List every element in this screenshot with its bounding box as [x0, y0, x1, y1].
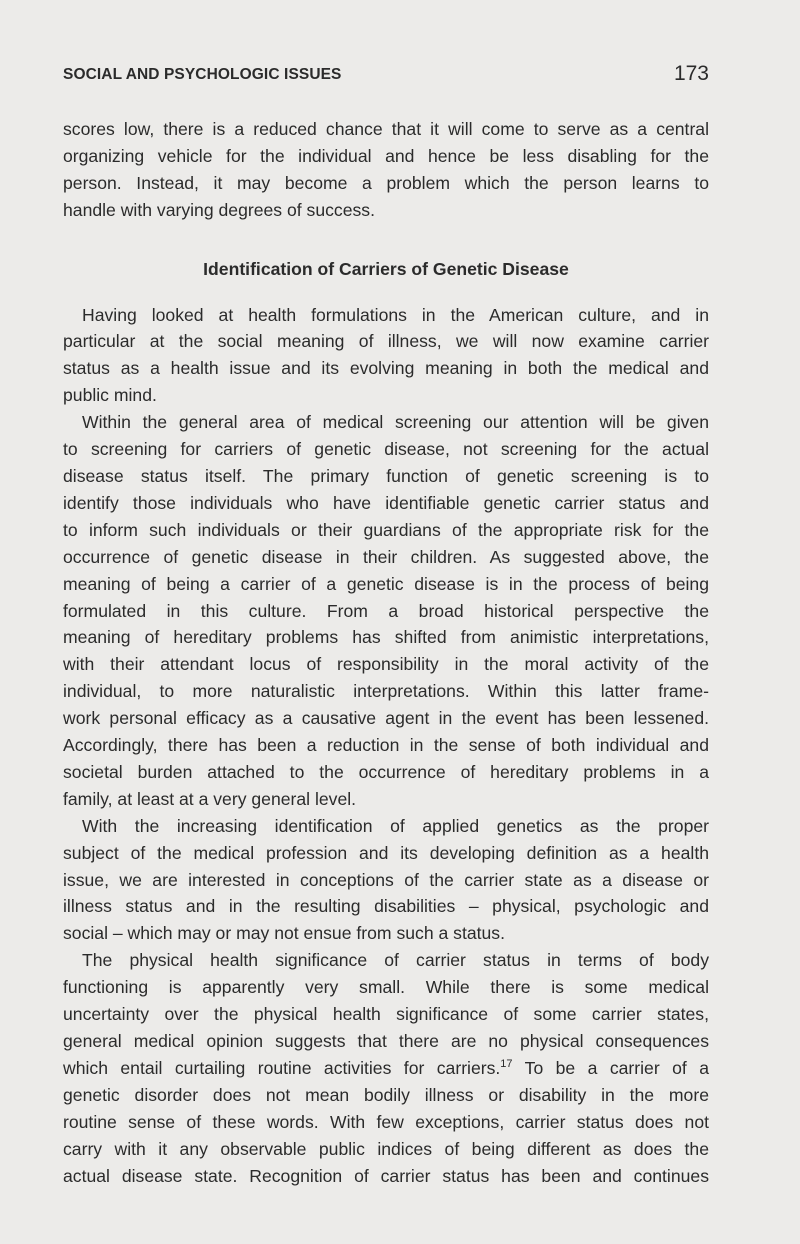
text-line: social – which may or may not ensue from such a status.	[63, 923, 505, 944]
text-line: actual disease state. Recognition of carrier status has been and continues	[63, 1165, 709, 1186]
text-line: illness status and in the resulting disabilities – physical, psychologic and	[63, 896, 709, 917]
paragraph	[63, 409, 709, 813]
paragraph	[63, 947, 709, 1189]
section-heading: Identification of Carriers of Genetic Disease	[203, 258, 569, 279]
running-head	[63, 62, 709, 96]
text-line: with their attendant locus of responsibility in the moral activity of the	[63, 654, 709, 675]
text-line: to screening for carriers of genetic disease, not screening for the actual	[63, 439, 709, 460]
running-head-title: SOCIAL AND PSYCHOLOGIC ISSUES	[63, 66, 342, 83]
text-fragment: To be a carrier of a	[512, 1057, 709, 1078]
text-line: family, at least at a very general level.	[63, 788, 357, 809]
text-line: identify those individuals who have identifiable genetic carrier status and	[63, 492, 709, 513]
text-line: subject of the medical profession and its developing definition as a health	[63, 842, 709, 863]
text-fragment: which entail curtailing routine activities for carriers.	[63, 1057, 501, 1078]
text-line: public mind.	[63, 385, 157, 406]
text-line: occurrence of genetic disease in their children. As suggested above, the	[63, 546, 709, 567]
paragraph	[63, 116, 709, 224]
text-line: meaning of being a carrier of a genetic disease is in the process of being	[63, 573, 709, 594]
text-line: issue, we are interested in conceptions of the carrier state as a disease or	[63, 869, 709, 890]
text-line: Having looked at health formulations in the American culture, and in	[82, 304, 709, 325]
text-line: general medical opinion suggests that there are no physical consequences	[63, 1031, 709, 1051]
text-line: With the increasing identification of applied genetics as the proper	[82, 815, 709, 836]
text-line-with-reference	[63, 1055, 709, 1082]
text-line: status as a health issue and its evolving meaning in both the medical and	[63, 358, 709, 379]
text-line: functioning is apparently very small. While there is some medical	[63, 977, 709, 998]
text-line: The physical health significance of carrier status in terms of body	[82, 950, 709, 971]
text-line: scores low, there is a reduced chance that it will come to serve as a central	[63, 119, 709, 139]
text-line: genetic disorder does not mean bodily illness or disability in the more	[63, 1084, 709, 1105]
text-line: handle with varying degrees of success.	[63, 199, 375, 220]
text-line: organizing vehicle for the individual and hence be less disabling for the	[63, 145, 709, 166]
text-line: routine sense of these words. With few exceptions, carrier status does not	[63, 1111, 709, 1132]
text-line: disease status itself. The primary function of genetic screening is to	[63, 465, 709, 486]
body-text	[63, 116, 709, 1189]
text-line: individual, to more naturalistic interpretations. Within this latter frame-	[63, 681, 709, 702]
paragraph	[63, 302, 709, 410]
text-line: uncertainty over the physical health significance of some carrier states,	[63, 1004, 709, 1025]
text-line: person. Instead, it may become a problem which the person learns to	[63, 172, 709, 193]
text-line: Within the general area of medical screening our attention will be given	[82, 412, 709, 433]
text-line: meaning of hereditary problems has shifted from animistic interpretations,	[63, 627, 709, 648]
text-line: to inform such individuals or their guardians of the appropriate risk for the	[63, 519, 709, 540]
text-line: carry with it any observable public indices of being different as does the	[63, 1138, 709, 1159]
text-line: societal burden attached to the occurrence of hereditary problems in a	[63, 761, 709, 782]
paragraph	[63, 813, 709, 948]
page-number: 173	[673, 62, 709, 85]
text-line: formulated in this culture. From a broad historical perspective the	[63, 600, 709, 621]
text-line: particular at the social meaning of illness, we will now examine carrier	[63, 331, 709, 352]
text-line: work personal efficacy as a causative agent in the event has been lessened.	[63, 708, 709, 729]
text-line: Accordingly, there has been a reduction in the sense of both individual and	[63, 735, 709, 756]
footnote-reference: 17	[500, 1057, 513, 1070]
